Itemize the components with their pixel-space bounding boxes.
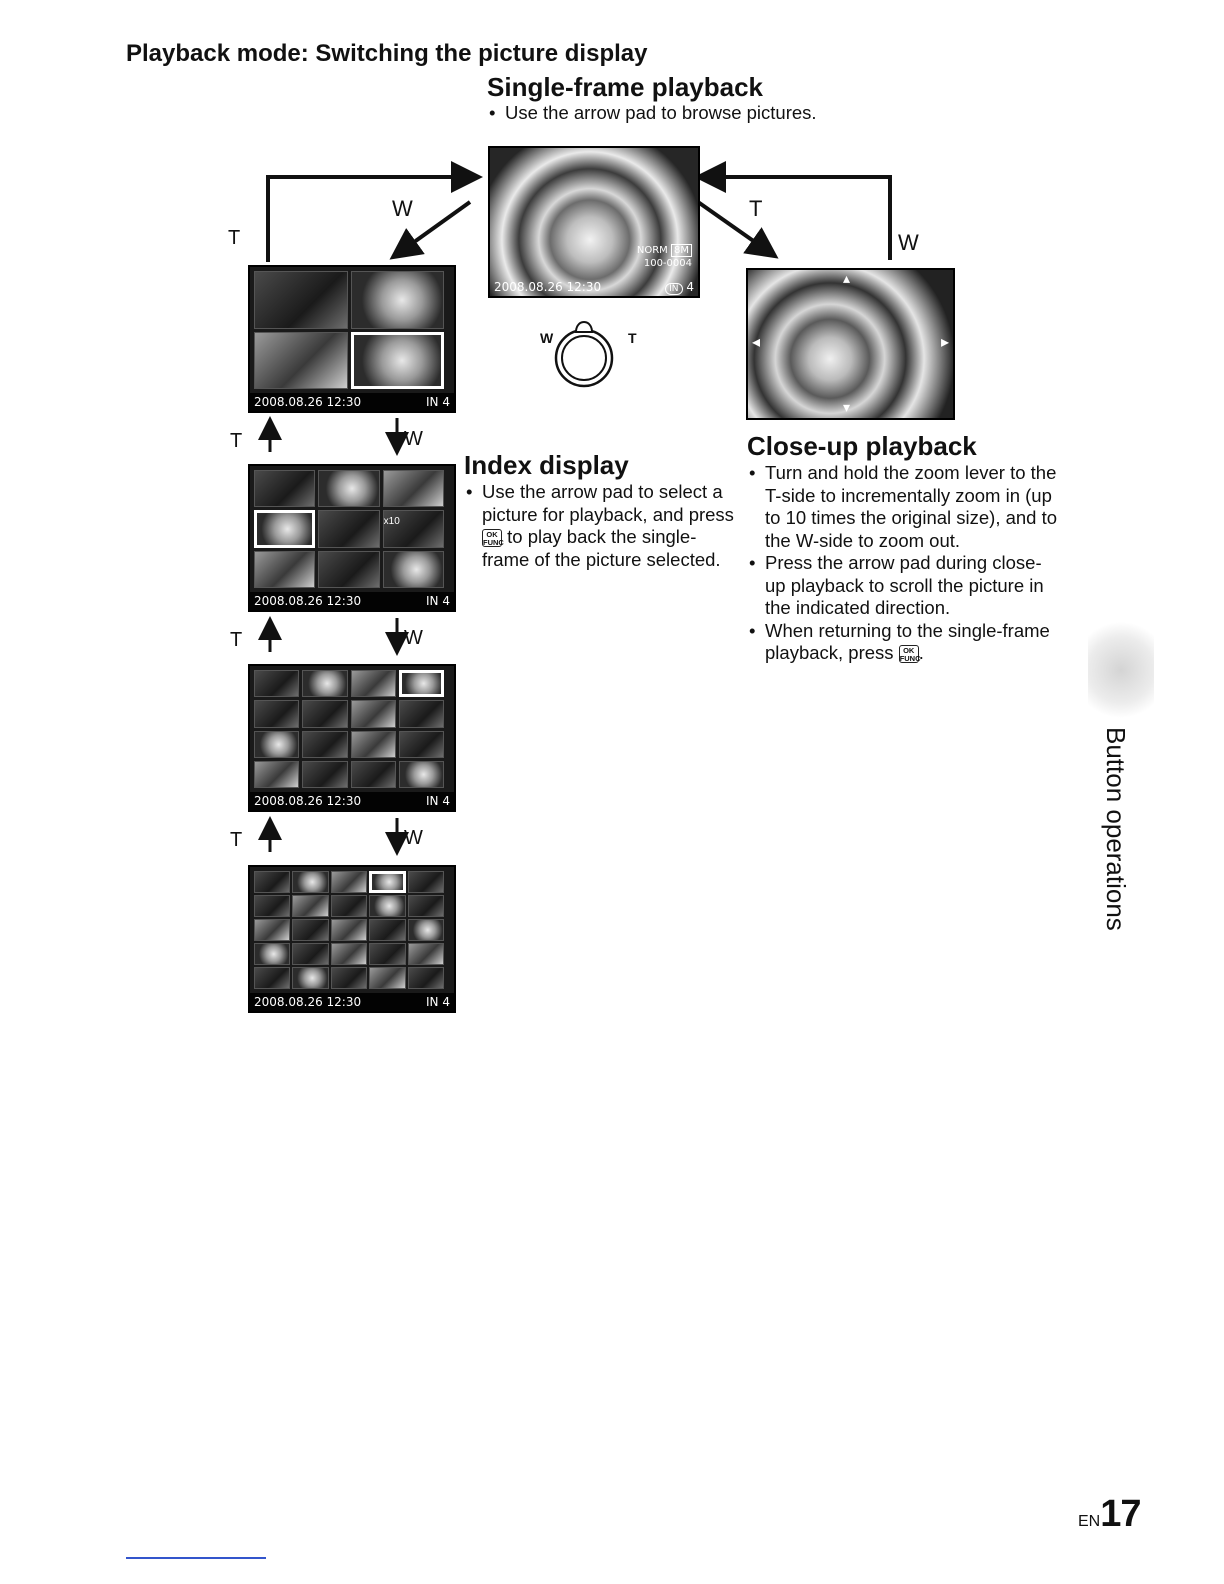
thumbnail[interactable]	[254, 919, 290, 941]
thumbnail[interactable]	[254, 761, 299, 788]
footer-rule	[126, 1557, 266, 1559]
index-screen-4	[248, 265, 456, 413]
thumbnail[interactable]	[254, 670, 299, 697]
thumbnail[interactable]	[408, 967, 444, 989]
thumbnail[interactable]	[351, 731, 396, 758]
closeup-bullet: • Turn and hold the zoom lever to the T-side to incrementally zoom in (up to 10 times the original size), and to the W-side to zoom out.	[747, 462, 1059, 552]
arrow-pair-1	[270, 418, 397, 452]
count-label: 4	[442, 995, 450, 1009]
thumbnail[interactable]	[331, 943, 367, 965]
datetime-label: 2008.08.26 12:30	[254, 995, 362, 1009]
scroll-up-icon: ▴	[843, 270, 851, 286]
label-t: T	[228, 227, 241, 249]
index-bullet-text-1: Use the arrow pad to select a picture for playback, and press	[482, 481, 734, 525]
scroll-right-icon: ▸	[940, 334, 949, 351]
closeup-bullet: • Press the arrow pad during close-up playback to scroll the picture in the indicated direction.	[747, 552, 1059, 620]
thumbnail[interactable]	[399, 670, 444, 697]
thumbnail[interactable]	[254, 551, 315, 588]
closeup-bullets	[747, 462, 1059, 665]
thumbnail[interactable]	[408, 871, 444, 893]
screen-status-bar	[250, 393, 454, 411]
thumbnail[interactable]	[408, 895, 444, 917]
ok-label: OK	[903, 646, 915, 656]
index-screen-25	[248, 865, 456, 1013]
thumbnail[interactable]	[351, 332, 445, 390]
thumbnail[interactable]	[254, 871, 290, 893]
thumbnail[interactable]	[331, 871, 367, 893]
datetime-label: 2008.08.26 12:30	[494, 280, 602, 294]
label-w: W	[404, 428, 423, 450]
thumbnail[interactable]	[351, 271, 445, 329]
count-label: 4	[686, 280, 694, 294]
thumbnail[interactable]	[331, 919, 367, 941]
screen-status-bar	[250, 592, 454, 610]
closeup-screen	[746, 268, 955, 420]
arrow-pair-3	[270, 818, 397, 852]
thumbnail[interactable]	[351, 700, 396, 727]
ok-func-button-icon	[899, 645, 919, 663]
thumbnail[interactable]	[351, 670, 396, 697]
thumbnail[interactable]	[292, 919, 328, 941]
language-label: EN	[1078, 1513, 1101, 1530]
func-label: FUNC	[483, 538, 504, 548]
label-t: T	[230, 829, 243, 851]
thumbnail[interactable]	[383, 470, 444, 507]
screen-status-bar	[250, 993, 454, 1011]
label-t: T	[749, 196, 763, 221]
count-label: 4	[442, 594, 450, 608]
thumbnail[interactable]	[351, 761, 396, 788]
datetime-label: 2008.08.26 12:30	[254, 794, 362, 808]
thumbnail[interactable]	[254, 470, 315, 507]
label-t: T	[230, 430, 243, 452]
memory-label: IN	[426, 794, 439, 808]
count-label: 4	[442, 794, 450, 808]
single-frame-bullets	[487, 102, 907, 125]
single-frame-title: Single-frame playback	[487, 72, 763, 102]
section-tab-marker	[1088, 620, 1154, 720]
ok-label: OK	[486, 530, 498, 540]
memory-label: IN	[426, 395, 439, 409]
label-w: W	[392, 196, 413, 221]
thumbnail[interactable]	[302, 731, 347, 758]
closeup-bullet	[747, 620, 1059, 665]
thumbnail[interactable]	[292, 871, 328, 893]
closeup-bullet3-text: When returning to the single-frame playback, press	[765, 619, 1050, 663]
memory-label: IN	[426, 594, 439, 608]
lever-w-label: W	[540, 330, 554, 346]
zoom-level-label: x10	[383, 516, 400, 528]
single-frame-screen	[488, 146, 700, 298]
page-title: Playback mode: Switching the picture display	[126, 40, 648, 67]
thumbnail[interactable]	[254, 895, 290, 917]
thumbnail[interactable]	[331, 967, 367, 989]
scroll-down-icon: ▾	[843, 399, 851, 415]
label-t: T	[230, 629, 243, 651]
page-footer	[1078, 1493, 1141, 1536]
thumbnail[interactable]	[369, 895, 405, 917]
thumbnail[interactable]	[292, 895, 328, 917]
thumbnail[interactable]	[369, 943, 405, 965]
thumbnail[interactable]	[318, 510, 379, 547]
memory-label: IN	[665, 283, 682, 295]
datetime-label: 2008.08.26 12:30	[254, 395, 362, 409]
thumbnail[interactable]	[254, 731, 299, 758]
page-number: 17	[1100, 1493, 1141, 1535]
thumbnail[interactable]	[399, 761, 444, 788]
label-w: W	[898, 230, 919, 255]
screen-status-bar	[490, 278, 698, 296]
index-display-bullet	[464, 481, 734, 571]
thumbnail[interactable]	[302, 700, 347, 727]
screen-status-bar	[250, 792, 454, 810]
size-label: 8M	[671, 244, 692, 257]
func-label: FUNC	[899, 654, 921, 664]
thumbnail[interactable]	[292, 943, 328, 965]
thumbnail[interactable]	[369, 967, 405, 989]
thumbnail[interactable]	[292, 967, 328, 989]
index-display-bullets	[464, 481, 734, 571]
thumbnail[interactable]	[254, 271, 348, 329]
label-w: W	[404, 827, 423, 849]
closeup-title: Close-up playback	[747, 431, 977, 461]
ok-func-button-icon	[482, 529, 502, 547]
memory-label: IN	[426, 995, 439, 1009]
thumbnail[interactable]	[254, 700, 299, 727]
thumbnail[interactable]	[254, 943, 290, 965]
screen-info	[637, 244, 692, 270]
file-number: 100-0004	[643, 258, 692, 269]
single-frame-bullet: • Use the arrow pad to browse pictures.	[487, 102, 907, 125]
thumbnail[interactable]	[254, 332, 348, 390]
thumbnail[interactable]	[369, 919, 405, 941]
thumbnail[interactable]	[254, 510, 315, 547]
section-tab-label: Button operations	[1101, 727, 1131, 931]
thumbnail[interactable]	[383, 551, 444, 588]
index-screen-16	[248, 664, 456, 812]
index-display-title: Index display	[464, 450, 629, 480]
thumbnail[interactable]	[331, 895, 367, 917]
quality-label: NORM	[636, 245, 668, 256]
label-w: W	[404, 627, 423, 649]
scroll-left-icon: ◂	[752, 334, 761, 351]
thumbnail[interactable]	[302, 670, 347, 697]
lever-t-label: T	[628, 330, 637, 346]
thumbnail[interactable]	[399, 731, 444, 758]
thumbnail[interactable]	[318, 551, 379, 588]
thumbnail[interactable]	[408, 919, 444, 941]
index-bullet-text-2: to play back the single-frame of the picture selected.	[482, 526, 721, 570]
index-screen-9	[248, 464, 456, 612]
datetime-label: 2008.08.26 12:30	[254, 594, 362, 608]
thumbnail[interactable]	[302, 761, 347, 788]
thumbnail[interactable]	[383, 510, 444, 547]
thumbnail[interactable]	[254, 967, 290, 989]
zoom-lever-icon	[536, 312, 646, 404]
thumbnail[interactable]	[408, 943, 444, 965]
count-label: 4	[442, 395, 450, 409]
thumbnail[interactable]	[399, 700, 444, 727]
closeup-bullet3-end: .	[918, 642, 924, 663]
arrow-w-to-single	[702, 177, 890, 260]
arrow-pair-2	[270, 618, 397, 652]
thumbnail[interactable]	[369, 871, 405, 893]
thumbnail[interactable]	[318, 470, 379, 507]
